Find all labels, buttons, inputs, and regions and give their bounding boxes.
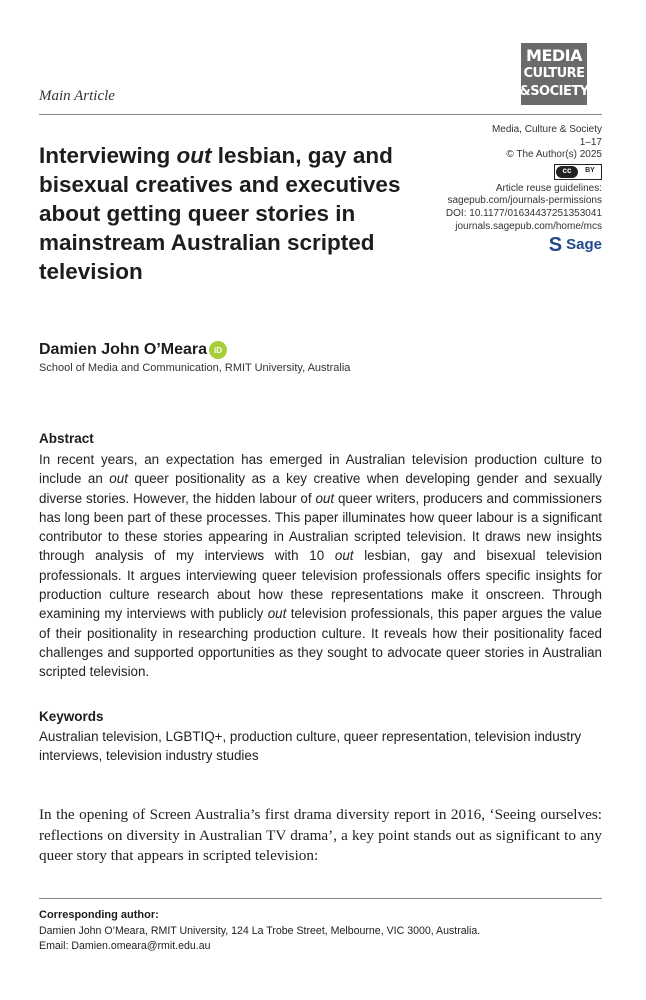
- header-divider: [39, 114, 602, 115]
- copyright: © The Author(s) 2025: [506, 149, 602, 161]
- abstract-seg-5: out: [334, 548, 354, 564]
- abstract-text: [39, 450, 602, 682]
- cc-icon: cc: [556, 166, 578, 178]
- journal-logo: [521, 43, 587, 105]
- publisher-logo: [548, 234, 602, 257]
- title-part-3: lesbian, gay and bisexual creatives and executives about getting queer stories in mainstream Australian scripted television: [39, 143, 401, 284]
- abstract-seg-3: out: [315, 490, 335, 506]
- abstract-seg-6: lesbian, gay and bisexual television professionals. It argues interviewing queer television professionals offers specific insights for production culture research about how these representations make it onscreen. Through examining my interviews with publicly: [39, 548, 602, 622]
- title-part-2: out: [176, 143, 212, 168]
- by-icon: BY: [579, 165, 601, 179]
- doi[interactable]: DOI: 10.1177/01634437251353041: [445, 207, 602, 219]
- abstract-seg-7: out: [267, 606, 287, 622]
- logo-line-1: MEDIA: [526, 46, 582, 65]
- journal-name: Media, Culture & Society: [491, 124, 602, 135]
- reuse-link[interactable]: sagepub.com/journals-permissions: [447, 195, 602, 207]
- abstract-seg-0: In recent years, an expectation has emerged in Australian television production culture to include an: [39, 452, 602, 487]
- body-paragraph: In the opening of Screen Australia’s first drama diversity report in 2016, ‘Seeing ourselves: reflections on diversity in Australian TV drama’, a key point stands out as significant to any queer story that appears in scripted television:: [39, 806, 602, 864]
- page-range: 1–17: [579, 136, 602, 148]
- journal-home-link[interactable]: journals.sagepub.com/home/mcs: [455, 220, 602, 232]
- publisher-name: Sage: [566, 236, 602, 254]
- corresponding-address: Damien John O’Meara, RMIT University, 124 La Trobe Street, Melbourne, VIC 3000, Australia.: [39, 925, 481, 937]
- orcid-icon[interactable]: iD: [209, 341, 227, 359]
- keywords-heading: Keywords: [39, 709, 104, 724]
- abstract-seg-4: queer writers, producers and commissioners has long been part of these processes. This paper illuminates how queer labour is a significant contributor to these stories appearing in Australian scripted television. It draws new insights through analysis of my interviews with 10: [39, 490, 602, 564]
- abstract-heading: Abstract: [39, 431, 94, 446]
- journal-info: [342, 124, 602, 256]
- author-affiliation: School of Media and Communication, RMIT University, Australia: [39, 362, 351, 374]
- footnote-divider: [39, 898, 602, 899]
- section-label: Main Article: [39, 88, 115, 104]
- cc-license-icon[interactable]: [554, 164, 602, 180]
- sage-icon: S: [548, 234, 563, 257]
- author-name: Damien John O’Meara: [39, 341, 208, 358]
- logo-line-3: &SOCIETY: [519, 84, 589, 99]
- corresponding-details: [39, 924, 480, 954]
- title-part-1: Interviewing: [39, 143, 177, 168]
- reuse-guidelines: Article reuse guidelines:: [495, 182, 602, 194]
- abstract-seg-1: out: [109, 471, 128, 487]
- abstract-seg-8: television professionals, this paper argues the value of their positionality in researching production culture. It reveals how their positionality faced challenges and supported opportunities as they sought to advocate queer stories in Australian scripted television.: [39, 606, 602, 680]
- corresponding-heading: Corresponding author:: [39, 909, 159, 921]
- logo-line-2: CULTURE: [523, 66, 585, 81]
- author-line: [39, 341, 227, 359]
- abstract-seg-2: queer positionality as a key creative when developing gender and sexually diverse stories. However, the hidden labour of: [39, 471, 602, 506]
- keywords-text: Australian television, LGBTIQ+, production culture, queer representation, television industry interviews, television industry studies: [39, 729, 582, 763]
- corresponding-email[interactable]: Email: Damien.omeara@rmit.edu.au: [39, 940, 211, 952]
